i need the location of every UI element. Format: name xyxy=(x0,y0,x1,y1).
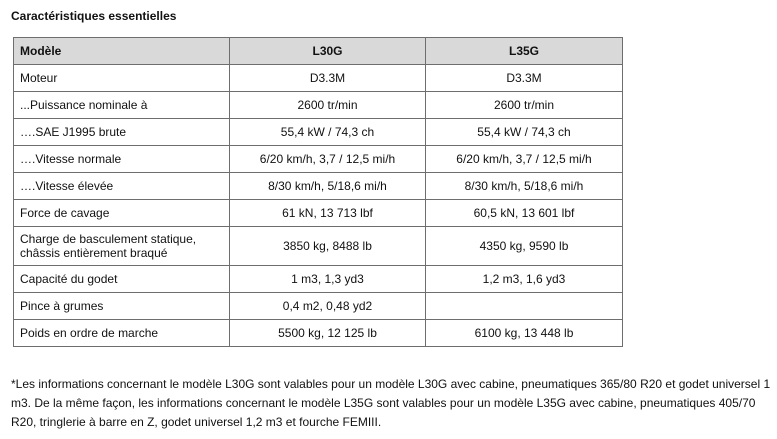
table-row xyxy=(14,92,623,119)
header-model: Modèle xyxy=(14,38,230,65)
cell-l35g: 60,5 kN, 13 601 lbf xyxy=(426,200,623,227)
row-label: Force de cavage xyxy=(14,200,230,227)
table-row xyxy=(14,173,623,200)
cell-l30g: 61 kN, 13 713 lbf xyxy=(230,200,426,227)
cell-l30g: 5500 kg, 12 125 lb xyxy=(230,320,426,347)
cell-l35g: 1,2 m3, 1,6 yd3 xyxy=(426,266,623,293)
cell-l35g: 4350 kg, 9590 lb xyxy=(426,227,623,266)
cell-l35g: 6/20 km/h, 3,7 / 12,5 mi/h xyxy=(426,146,623,173)
row-label: Poids en ordre de marche xyxy=(14,320,230,347)
row-label: ….SAE J1995 brute xyxy=(14,119,230,146)
row-label: Moteur xyxy=(14,65,230,92)
cell-l35g: 2600 tr/min xyxy=(426,92,623,119)
footnote: *Les informations concernant le modèle L30G sont valables pour un modèle L30G avec cabine, pneumatiques 365/80 R20 et godet universel 1 m3. De la même façon, les informations concernant le modèle L35G sont valables pour un modèle L35G avec cabine, pneumatiques 405/70 R20, tringlerie à barre en Z, godet universel 1,2 m3 et fourche FEMIII. xyxy=(11,377,771,429)
table-row xyxy=(14,266,623,293)
specs-table xyxy=(13,37,623,347)
cell-l35g: D3.3M xyxy=(426,65,623,92)
row-label: ….Vitesse élevée xyxy=(14,173,230,200)
cell-l30g: 8/30 km/h, 5/18,6 mi/h xyxy=(230,173,426,200)
table-row xyxy=(14,293,623,320)
row-label: Pince à grumes xyxy=(14,293,230,320)
table-row xyxy=(14,227,623,266)
cell-l30g: 55,4 kW / 74,3 ch xyxy=(230,119,426,146)
page-title: Caractéristiques essentielles xyxy=(11,9,177,23)
header-l35g: L35G xyxy=(426,38,623,65)
row-label: ….Vitesse normale xyxy=(14,146,230,173)
header-l30g: L30G xyxy=(230,38,426,65)
cell-l35g: 8/30 km/h, 5/18,6 mi/h xyxy=(426,173,623,200)
table-header-row xyxy=(14,38,623,65)
cell-l30g: 2600 tr/min xyxy=(230,92,426,119)
row-label: Charge de basculement statique, châssis entièrement braqué xyxy=(14,227,230,266)
cell-l35g: 6100 kg, 13 448 lb xyxy=(426,320,623,347)
cell-l35g: 55,4 kW / 74,3 ch xyxy=(426,119,623,146)
cell-l30g: 0,4 m2, 0,48 yd2 xyxy=(230,293,426,320)
row-label: ...Puissance nominale à xyxy=(14,92,230,119)
table-row xyxy=(14,320,623,347)
cell-l35g xyxy=(426,293,623,320)
cell-l30g: 3850 kg, 8488 lb xyxy=(230,227,426,266)
cell-l30g: D3.3M xyxy=(230,65,426,92)
table-row xyxy=(14,65,623,92)
cell-l30g: 1 m3, 1,3 yd3 xyxy=(230,266,426,293)
table-row xyxy=(14,119,623,146)
table-row xyxy=(14,200,623,227)
table-row xyxy=(14,146,623,173)
row-label: Capacité du godet xyxy=(14,266,230,293)
cell-l30g: 6/20 km/h, 3,7 / 12,5 mi/h xyxy=(230,146,426,173)
